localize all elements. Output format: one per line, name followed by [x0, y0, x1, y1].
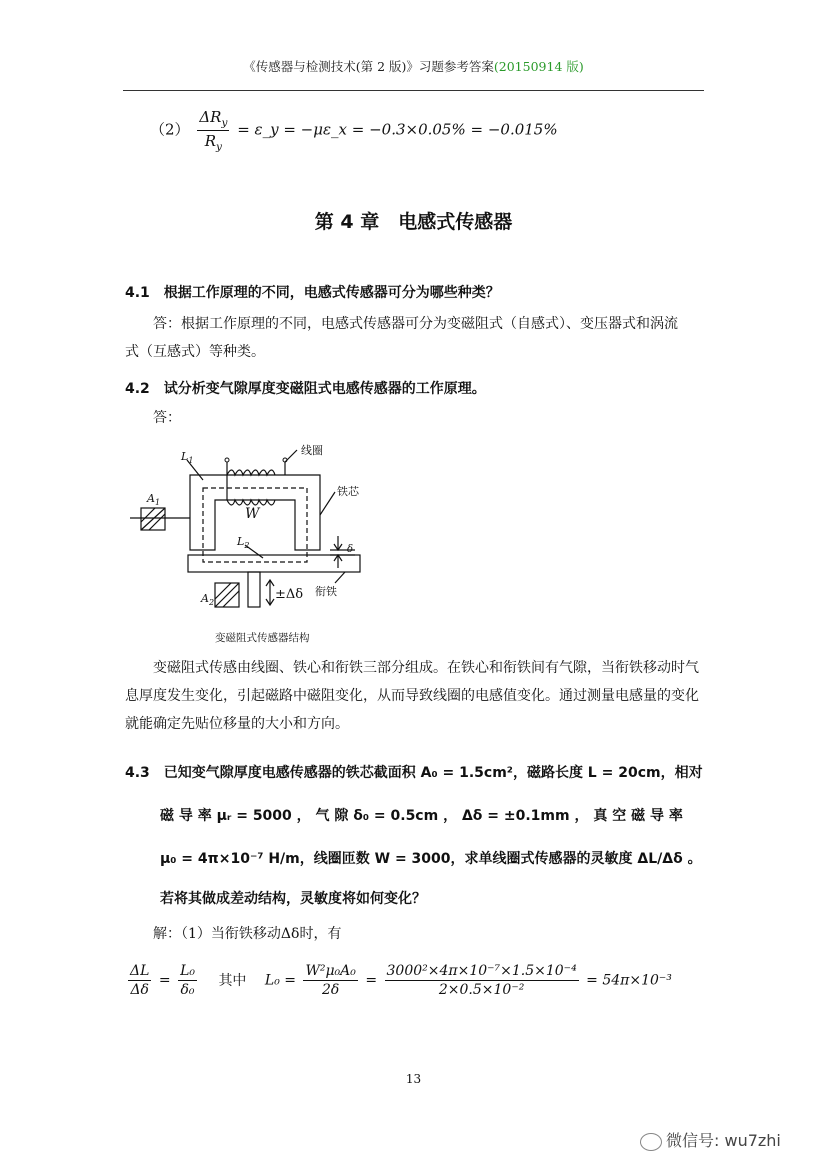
- chapter-title: 第 4 章 电感式传感器: [314, 211, 513, 233]
- frac4-den: 2×0.5×10⁻²: [438, 982, 525, 998]
- l1-label: $L_1$: [181, 450, 194, 465]
- result: = 54π×10⁻³: [586, 972, 672, 989]
- question-4-3-line1: 4.3 已知变气隙厚度电感传感器的铁芯截面积 A₀ = 1.5cm²，磁路长度 L = 20cm，相对: [125, 765, 703, 781]
- eq-label: （2）: [150, 120, 190, 139]
- question-4-3-line4: 若将其做成差动结构，灵敏度将如何变化？: [160, 891, 426, 907]
- eq-num-sub: y: [221, 117, 228, 129]
- header-version: (20150914 版): [493, 59, 584, 74]
- w-label: W: [245, 506, 260, 522]
- eq-num: ΔR: [199, 108, 222, 126]
- watermark-text: 微信号: wu7zhi: [666, 1131, 781, 1150]
- coil-bottom: [227, 500, 275, 505]
- page-header: [0, 57, 827, 75]
- eq-den: R: [204, 132, 217, 150]
- question-4-3-line2: 磁 导 率 μᵣ = 5000 ， 气 隙 δ₀ = 0.5cm ， Δδ = ±0.1mm ， 真 空 磁 导 率: [160, 808, 683, 824]
- a1-label: $A_1$: [147, 492, 161, 507]
- solution-equation: $\frac{\Delta L}{\Delta\delta}$ = $\frac{\text{L₀}}{\text{δ₀}}$ 其中 L₀ = $\frac{\text{W²μ₀A₀}}{2\delta}$ = $\frac{\text{3000²×4π×10⁻⁷×1.5×10⁻⁴}}{\text{2×0.5×10⁻²}}$ = 54π×10⁻³: [130, 963, 672, 998]
- core-label: 铁芯: [337, 485, 359, 498]
- frac2-num: L₀: [180, 963, 195, 979]
- header-rule: [123, 90, 704, 91]
- frac3-den: 2δ: [321, 982, 340, 998]
- answer-4-2-prefix: 答：: [153, 410, 181, 426]
- armature-rod: [248, 572, 260, 607]
- l2-label: $L_2$: [237, 535, 250, 550]
- answer-4-2: 变磁阻式传感由线圈、铁心和衔铁三部分组成。在铁心和衔铁间有气隙，当衔铁移动时气息厚度发生变化，引起磁路中磁阻变化，从而导致线圈的电感值变化。通过测量电感量的变化就能确定先贴位移量的大小和方向。: [125, 660, 699, 732]
- armature-label: 衔铁: [315, 585, 337, 598]
- frac1-den: Δδ: [130, 982, 149, 998]
- question-4-3-line3: μ₀ = 4π×10⁻⁷ H/m，线圈匝数 W = 3000，求单线圈式传感器的灵敏度 ΔL/Δδ 。: [160, 851, 702, 867]
- coil-label: 线圈: [301, 444, 323, 457]
- eq-rhs: = ε_y = −με_x = −0.3×0.05% = −0.015%: [237, 120, 558, 139]
- eq-fraction: [197, 108, 229, 153]
- frac2-den: δ₀: [180, 982, 195, 998]
- question-4-2: 4.2 试分析变气隙厚度变磁阻式电感传感器的工作原理。: [125, 381, 486, 397]
- frac1-num: ΔL: [130, 963, 150, 979]
- question-4-1: 4.1 根据工作原理的不同，电感式传感器可分为哪些种类？: [125, 285, 500, 301]
- frac3-num: W²μ₀A₀: [305, 963, 356, 979]
- armature-shape: [188, 555, 360, 572]
- delta-label: δ: [347, 544, 354, 555]
- diagram-caption: 变磁阻式传感器结构: [215, 632, 310, 644]
- page-number: 13: [405, 1072, 422, 1086]
- sensor-structure-diagram: [125, 440, 385, 630]
- wechat-icon: [640, 1133, 662, 1151]
- coil-top: [227, 470, 275, 475]
- pm-delta-label: ±Δδ: [275, 587, 304, 602]
- header-title: 《传感器与检测技术(第 2 版)》习题参考答案: [243, 59, 494, 74]
- answer-4-1: 答：根据工作原理的不同，电感式传感器可分为变磁阻式（自感式）、变压器式和涡流式（互感式）等种类。: [125, 316, 678, 360]
- where-word: 其中: [218, 972, 247, 989]
- watermark: [640, 1128, 781, 1151]
- frac4-num: 3000²×4π×10⁻⁷×1.5×10⁻⁴: [386, 963, 577, 979]
- a2-label: $A_2$: [201, 592, 215, 607]
- solution-intro: 解：（1）当衔铁移动Δδ时，有: [153, 926, 342, 942]
- equation-strain: [150, 108, 558, 153]
- flux-path: [203, 488, 307, 562]
- eq-den-sub: y: [216, 141, 222, 153]
- l0-lhs: L₀ =: [264, 972, 296, 989]
